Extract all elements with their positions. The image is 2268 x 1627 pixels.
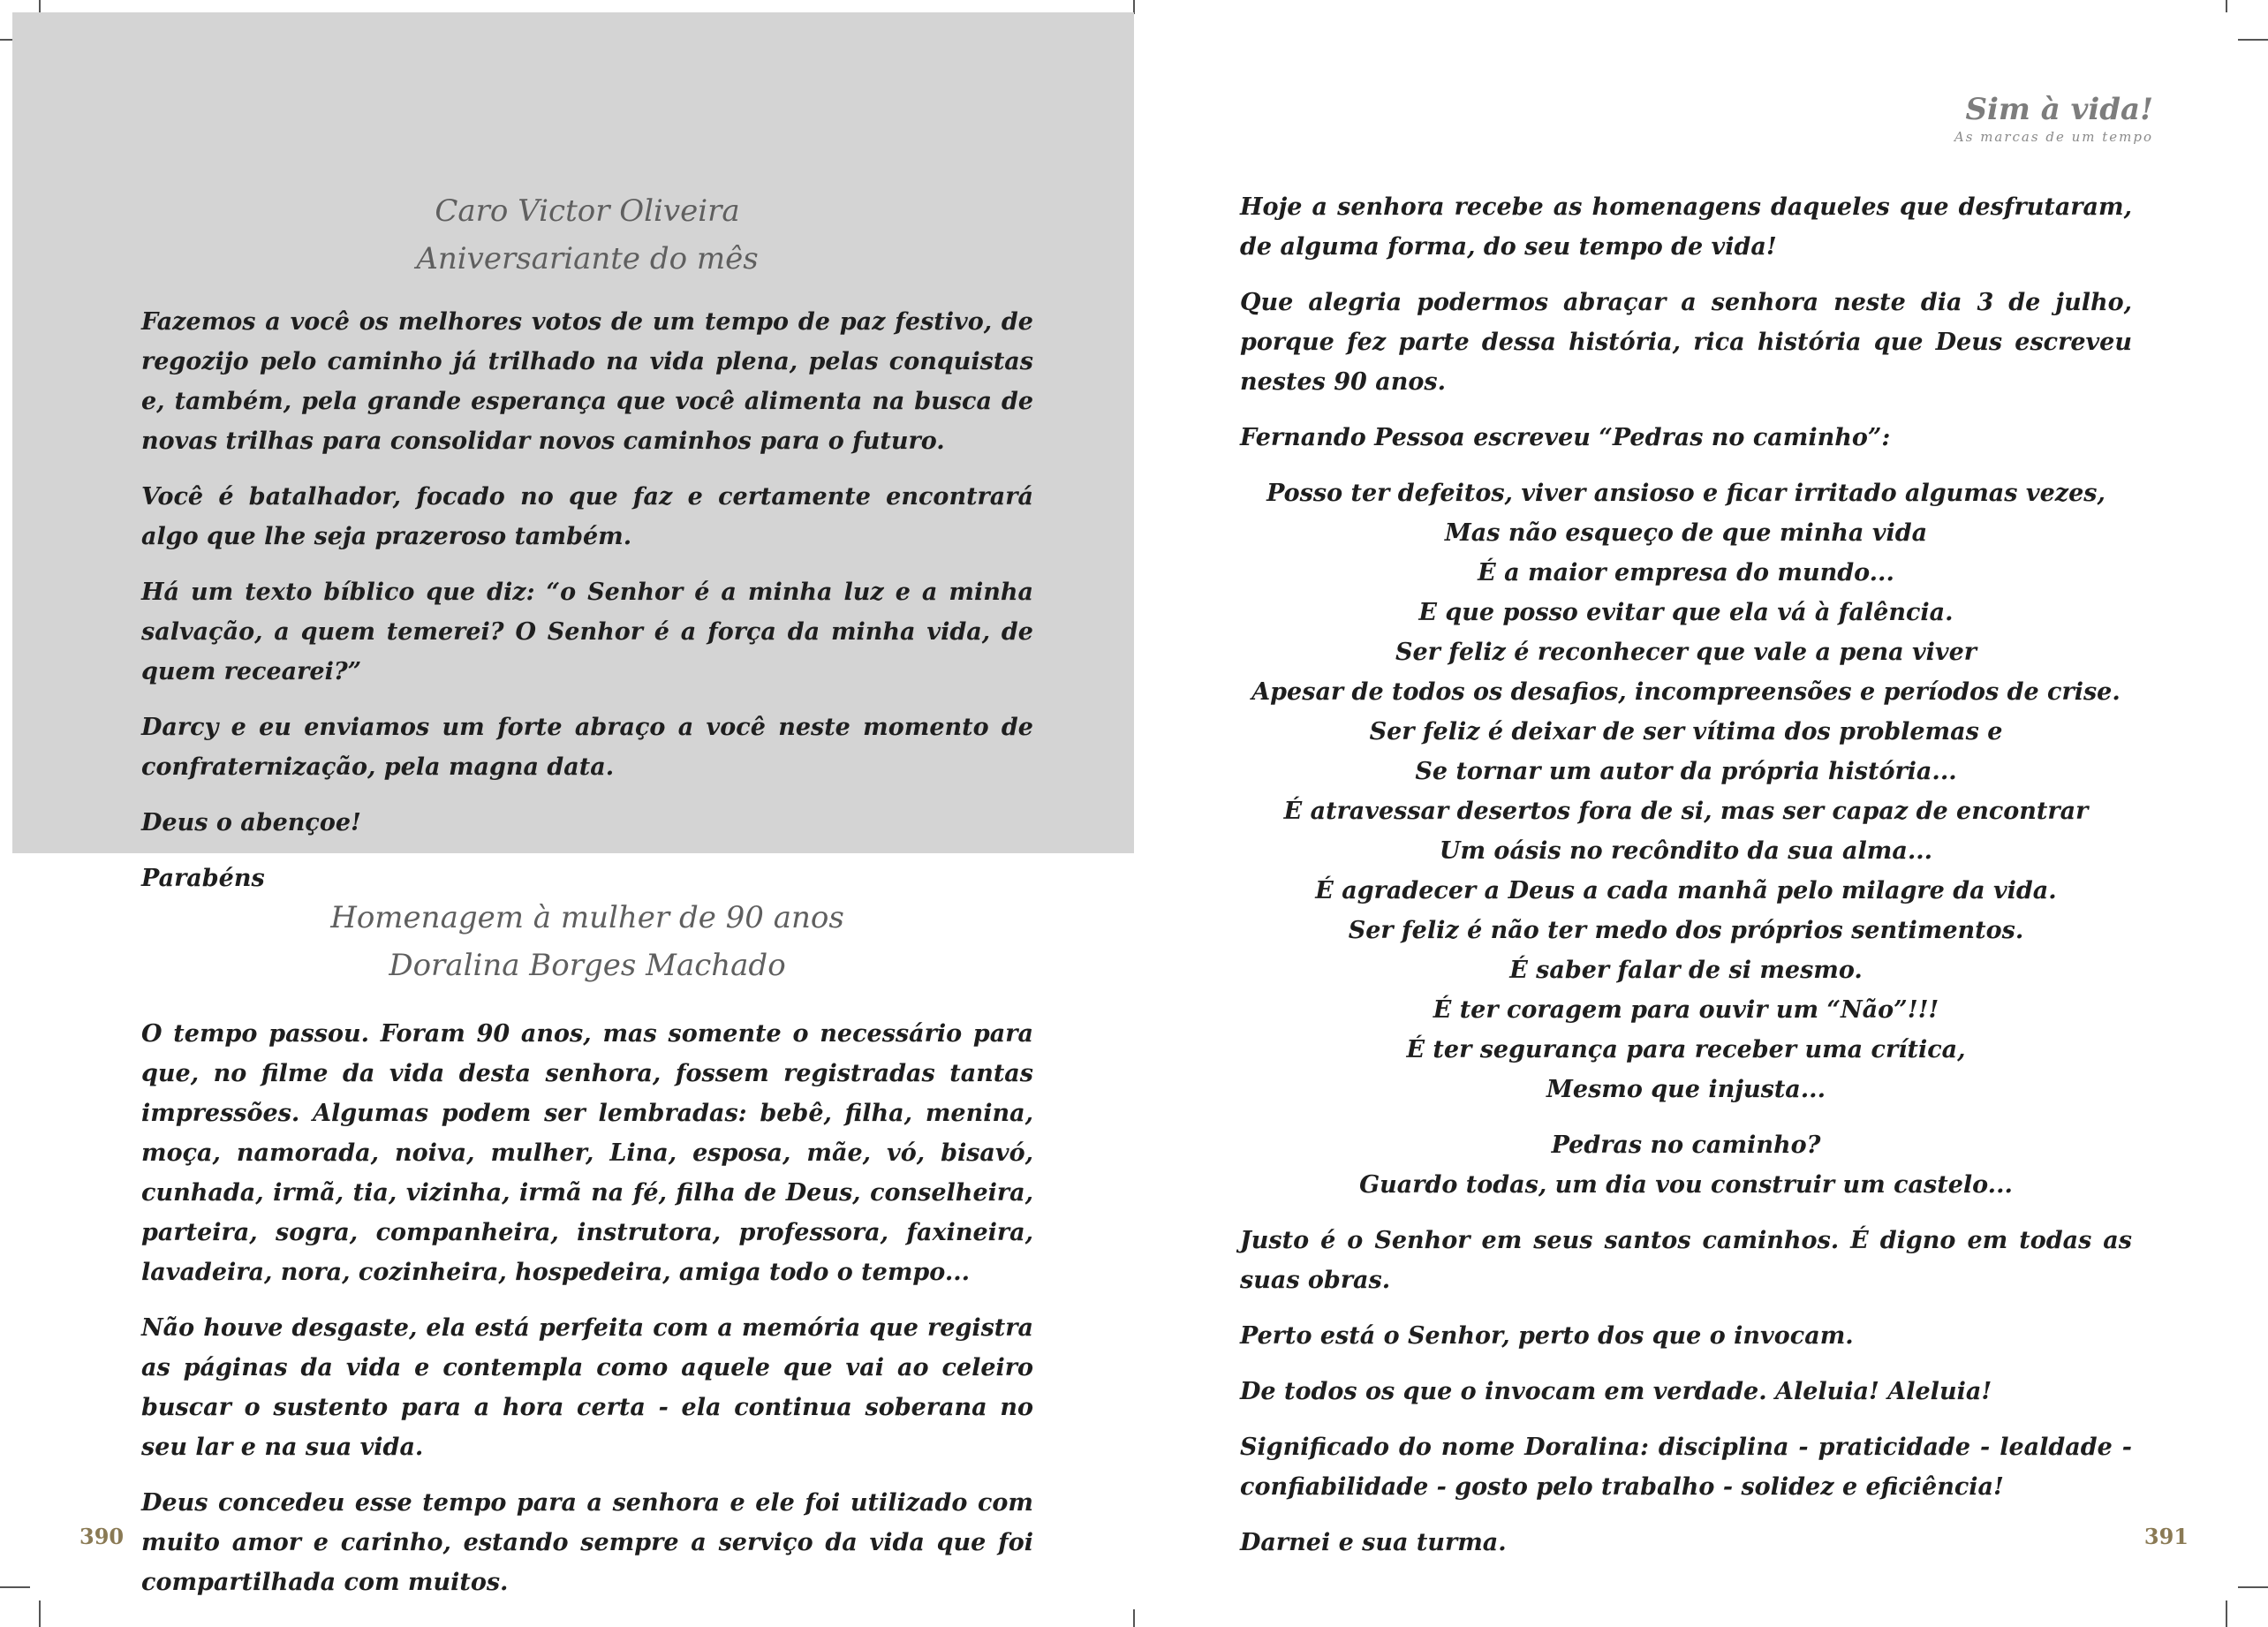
paragraph: Deus o abençoe! xyxy=(141,809,361,836)
paragraph: De todos os que o invocam em verdade. Aleluia! Aleluia! xyxy=(1240,1378,1992,1405)
paragraph: Fazemos a você os melhores votos de um tempo de paz festivo, de regozijo pelo caminho já trilhado na vida plena, pelas conquistas e, também, pela grande esperança que você alimenta na busca de novas trilhas para consolidar novos caminhos para o futuro. xyxy=(141,308,1033,455)
poem-line: Pedras no caminho? xyxy=(1551,1131,1821,1159)
poem-line: Mas não esqueço de que minha vida xyxy=(1444,519,1928,547)
poem-line: Guardo todas, um dia vou construir um castelo... xyxy=(1359,1171,2013,1199)
page-number: 391 xyxy=(2143,1524,2189,1549)
poem-line: É saber falar de si mesmo. xyxy=(1509,957,1863,984)
poem-line: Mesmo que injusta... xyxy=(1546,1076,1826,1103)
letter-title-line: Caro Victor Oliveira xyxy=(435,193,740,229)
tribute-title xyxy=(141,894,1033,989)
tribute-title-line: Homenagem à mulher de 90 anos xyxy=(330,900,844,935)
paragraph: Que alegria podermos abraçar a senhora neste dia 3 de julho, porque fez parte dessa história, rica história que Deus escreveu nestes 90 anos. xyxy=(1240,289,2132,396)
running-header xyxy=(1954,92,2153,147)
paragraph: Darcy e eu enviamos um forte abraço a você neste momento de confraternização, pela magna data. xyxy=(141,714,1033,781)
poem xyxy=(1240,473,2132,1109)
tribute-title-line: Doralina Borges Machado xyxy=(389,948,786,983)
letter-title xyxy=(141,187,1033,283)
poem-line: Ser feliz é deixar de ser vítima dos problemas e xyxy=(1369,718,2003,745)
poem-line: Ser feliz é não ter medo dos próprios sentimentos. xyxy=(1348,917,2024,944)
paragraph: Você é batalhador, focado no que faz e certamente encontrará algo que lhe seja prazeroso também. xyxy=(141,483,1033,550)
paragraph: Há um texto bíblico que diz: “o Senhor é a minha luz e a minha salvação, a quem temerei? O Senhor é a força da minha vida, de quem recearei?” xyxy=(141,579,1033,685)
letter-title-line: Aniversariante do mês xyxy=(416,241,759,276)
paragraph: Perto está o Senhor, perto dos que o invocam. xyxy=(1240,1322,1854,1350)
paragraph: Darnei e sua turma. xyxy=(1240,1529,1507,1556)
poem-line: É agradecer a Deus a cada manhã pelo milagre da vida. xyxy=(1315,877,2057,904)
poem-line: Um oásis no recôndito da sua alma... xyxy=(1439,837,1933,865)
paragraph: Deus concedeu esse tempo para a senhora e ele foi utilizado com muito amor e carinho, estando sempre a serviço da vida que foi compartilhada com muitos. xyxy=(141,1489,1033,1596)
tribute-body xyxy=(141,1014,1033,1618)
poem-line: E que posso evitar que ela vá à falência. xyxy=(1418,599,1954,626)
running-subtitle: As marcas de um tempo xyxy=(1954,129,2153,145)
page-number: 390 xyxy=(79,1524,125,1549)
paragraph: Hoje a senhora recebe as homenagens daqueles que desfrutaram, de alguma forma, do seu tempo de vida! xyxy=(1240,193,2132,261)
poem-line: Posso ter defeitos, viver ansioso e ficar irritado algumas vezes, xyxy=(1266,480,2105,507)
letter-body xyxy=(141,302,1033,914)
poem-line: Apesar de todos os desafios, incompreensões e períodos de crise. xyxy=(1251,678,2121,706)
paragraph: Não houve desgaste, ela está perfeita com a memória que registra as páginas da vida e contempla como aquele que vai ao celeiro buscar o sustento para a hora certa - ela continua soberana no seu lar e na sua vida. xyxy=(141,1314,1033,1461)
paragraph: O tempo passou. Foram 90 anos, mas somente o necessário para que, no filme da vida desta senhora, fossem registradas tantas impressões. Algumas podem ser lembradas: bebê, filha, menina, moça, namorada, noiva, mulher, Lina, esposa, mãe, vó, bisavó, cunhada, irmã, tia, vizinha, irmã na fé, filha de Deus, conselheira, parteira, sogra, companheira, instrutora, professora, faxineira, lavadeira, nora, cozinheira, hospedeira, amiga todo o tempo... xyxy=(141,1020,1033,1286)
poem-line: É ter segurança para receber uma crítica, xyxy=(1406,1036,1966,1063)
running-title: Sim à vida! xyxy=(1965,92,2153,127)
paragraph: Fernando Pessoa escreveu “Pedras no caminho”: xyxy=(1240,424,1891,451)
right-page xyxy=(1134,0,2268,1627)
right-body xyxy=(1240,187,2132,1578)
poem-line: Se tornar um autor da própria história... xyxy=(1415,758,1957,785)
poem-line: É a maior empresa do mundo... xyxy=(1478,559,1894,586)
paragraph: Parabéns xyxy=(141,865,265,892)
poem-line: Ser feliz é reconhecer que vale a pena viver xyxy=(1395,639,1977,666)
poem-line: É atravessar desertos fora de si, mas ser capaz de encontrar xyxy=(1283,798,2089,825)
poem-ending xyxy=(1240,1125,2132,1205)
paragraph: Justo é o Senhor em seus santos caminhos. É digno em todas as suas obras. xyxy=(1240,1227,2132,1294)
paragraph: Significado do nome Doralina: disciplina - praticidade - lealdade - confiabilidade - gosto pelo trabalho - solidez e eficiência! xyxy=(1240,1434,2132,1501)
poem-line: É ter coragem para ouvir um “Não”!!! xyxy=(1433,996,1939,1024)
